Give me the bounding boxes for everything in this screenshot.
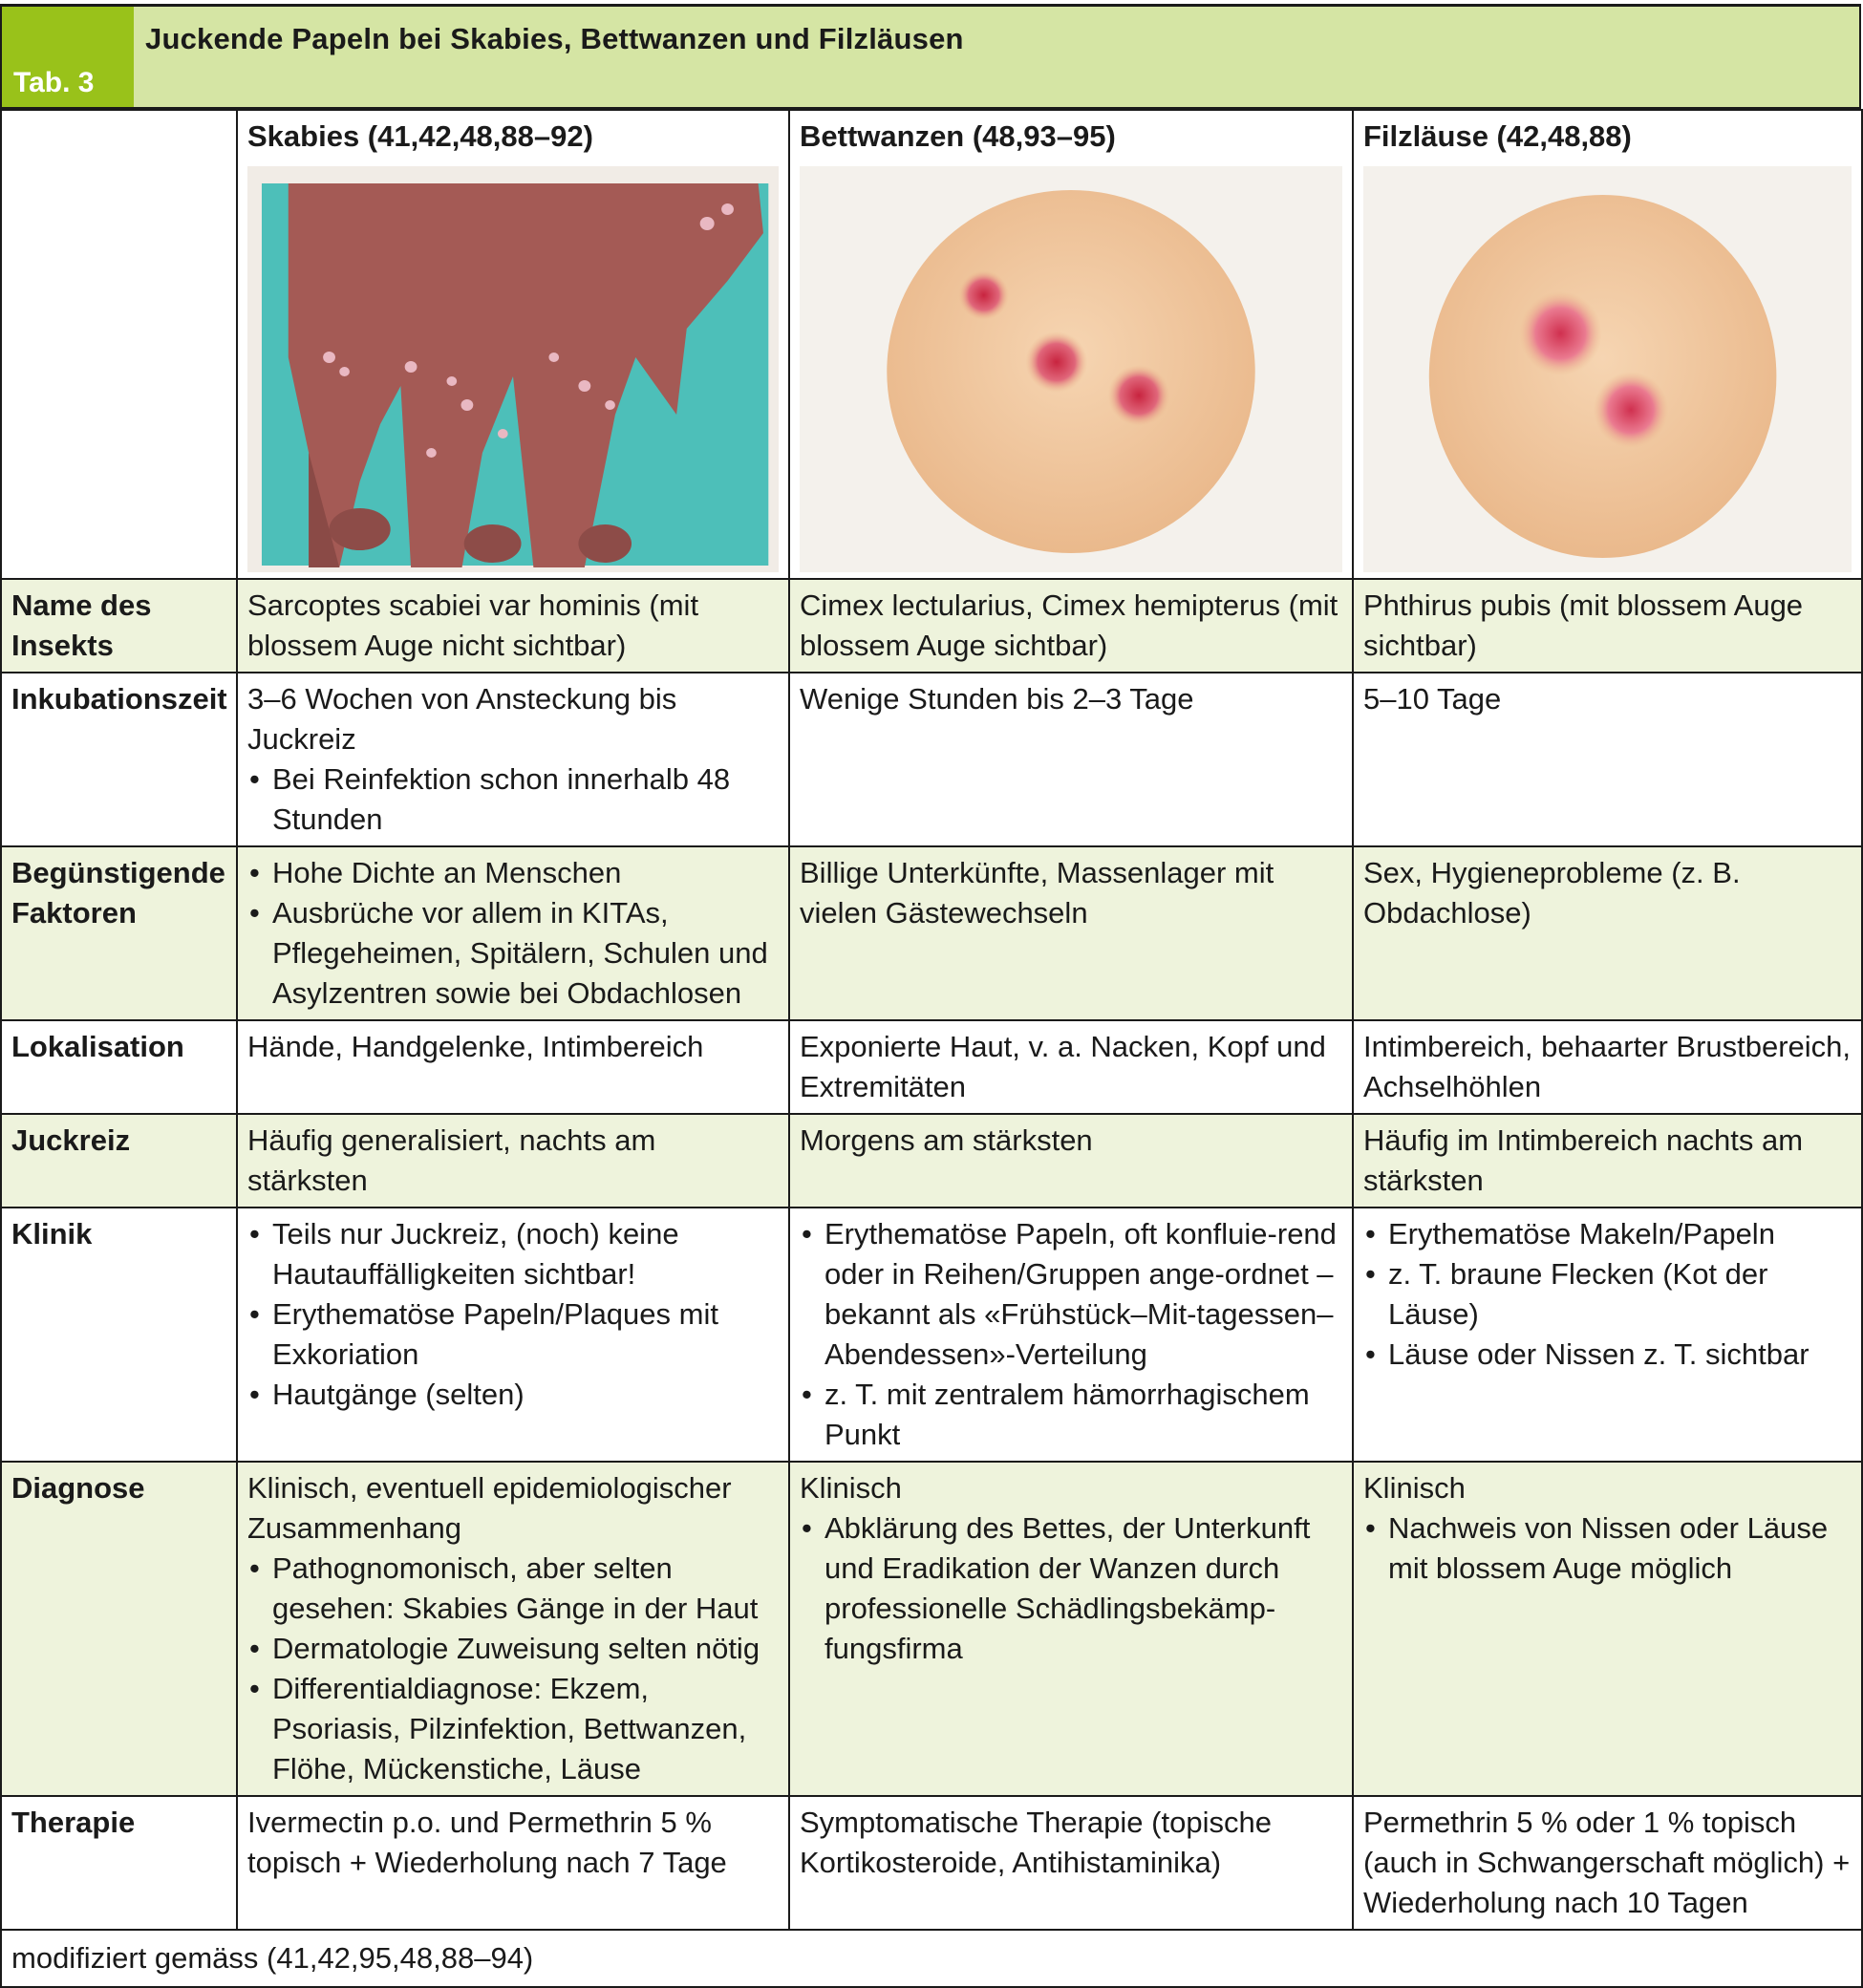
bullet-list (1363, 1508, 1852, 1589)
header-empty-cell (1, 110, 237, 579)
scabies-hand-illustration-icon (247, 166, 779, 572)
column-title: Bettwanzen (48,93–95) (800, 119, 1116, 153)
cell-text: Exponierte Haut, v. a. Nacken, Kopf und Extremitäten (800, 1030, 1326, 1103)
cell-bettwanzen (789, 1020, 1353, 1114)
row-label: Lokalisation (1, 1020, 237, 1114)
tab-number-label: Tab. 3 (2, 7, 134, 107)
table-row (1, 1208, 1862, 1462)
cell-filzlaeuse (1353, 1208, 1862, 1462)
cell-text: Permethrin 5 % oder 1 % topisch (auch in Schwangerschaft möglich) + Wiederholung nach 10 Tagen (1363, 1806, 1851, 1919)
table-row (1, 579, 1862, 673)
row-label: Therapie (1, 1796, 237, 1930)
bedbug-bites-illustration-icon (800, 166, 1342, 572)
cell-text: Sex, Hygieneprobleme (z. B. Obdachlose) (1363, 856, 1741, 930)
bullet-item: • z. T. braune Flecken (Kot der Läuse) (1363, 1254, 1852, 1335)
row-label: Begünstigende Faktoren (1, 846, 237, 1020)
bullet-list (800, 1508, 1342, 1669)
cell-text: Hände, Handgelenke, Intimbereich (247, 1030, 704, 1063)
cell-text: Wenige Stunden bis 2–3 Tage (800, 682, 1194, 716)
bullet-item: • Bei Reinfektion schon innerhalb 48 Stunden (247, 759, 779, 840)
table-body (1, 579, 1862, 1930)
bullet-list (247, 853, 779, 1014)
bullet-item: • Dermatologie Zuweisung selten nötig (247, 1629, 779, 1669)
cell-text: 3–6 Wochen von Ansteckung bis Juckreiz (247, 682, 677, 756)
bullet-item: • Differentialdiagnose: Ekzem, Psoriasis, Pilzinfektion, Bettwanzen, Flöhe, Mückenstiche, Läuse (247, 1669, 779, 1789)
cell-text: Häufig im Intimbereich nachts am stärksten (1363, 1123, 1804, 1197)
row-label: Name des Insekts (1, 579, 237, 673)
cell-text: Cimex lectularius, Cimex hemipterus (mit blossem Auge sichtbar) (800, 588, 1338, 662)
table-title-bar (0, 7, 1861, 109)
bullet-item: • z. T. mit zentralem hämorrhagischem Punkt (800, 1375, 1342, 1455)
cell-bettwanzen (789, 1796, 1353, 1930)
cell-text: Häufig generalisiert, nachts am stärksten (247, 1123, 656, 1197)
table-row (1, 1462, 1862, 1796)
table-title: Juckende Papeln bei Skabies, Bettwanzen und Filzläusen (134, 7, 1859, 107)
pubic-lice-bites-illustration-icon (1363, 166, 1852, 572)
cell-text: Morgens am stärksten (800, 1123, 1093, 1157)
table-row (1, 1020, 1862, 1114)
row-label: Juckreiz (1, 1114, 237, 1208)
cell-text: Intimbereich, behaarter Brustbereich, Achselhöhlen (1363, 1030, 1852, 1103)
header-cell-bettwanzen (789, 110, 1353, 579)
bullet-list (247, 1214, 779, 1415)
cell-skabies (237, 846, 789, 1020)
table-row (1, 846, 1862, 1020)
cell-text: Billige Unterkünfte, Massenlager mit vielen Gästewechseln (800, 856, 1274, 930)
comparison-table (0, 109, 1863, 1988)
cell-skabies (237, 1114, 789, 1208)
cell-filzlaeuse (1353, 1796, 1862, 1930)
cell-text: Symptomatische Therapie (topische Kortikosteroide, Antihistaminika) (800, 1806, 1272, 1879)
table-row (1, 1796, 1862, 1930)
bullet-item: • Ausbrüche vor allem in KITAs, Pflegeheimen, Spitälern, Schulen und Asylzentren sowie bei Obdachlosen (247, 893, 779, 1014)
cell-bettwanzen (789, 579, 1353, 673)
cell-skabies (237, 1020, 789, 1114)
cell-text: Klinisch (1363, 1471, 1466, 1505)
bullet-item: • Läuse oder Nissen z. T. sichtbar (1363, 1335, 1852, 1375)
cell-bettwanzen (789, 1462, 1353, 1796)
cell-filzlaeuse (1353, 846, 1862, 1020)
table-row (1, 673, 1862, 846)
bullet-item: • Erythematöse Papeln/Plaques mit Exkoriation (247, 1294, 779, 1375)
header-row (1, 110, 1862, 579)
cell-skabies (237, 673, 789, 846)
table-row (1, 1114, 1862, 1208)
bullet-item: • Erythematöse Makeln/Papeln (1363, 1214, 1852, 1254)
bullet-item: • Hohe Dichte an Menschen (247, 853, 779, 893)
bullet-item: • Teils nur Juckreiz, (noch) keine Hautauffälligkeiten sichtbar! (247, 1214, 779, 1294)
cell-bettwanzen (789, 1114, 1353, 1208)
cell-skabies (237, 1462, 789, 1796)
bullet-item: • Erythematöse Papeln, oft konfluie-rend oder in Reihen/Gruppen ange-ordnet – bekannt als «Frühstück–Mit-tagessen–Abendessen»-Verteilung (800, 1214, 1342, 1375)
cell-filzlaeuse (1353, 579, 1862, 673)
column-title: Filzläuse (42,48,88) (1363, 119, 1632, 153)
cell-bettwanzen (789, 673, 1353, 846)
row-label: Inkubationszeit (1, 673, 237, 846)
cell-filzlaeuse (1353, 1114, 1862, 1208)
bullet-list (800, 1214, 1342, 1455)
cell-text: 5–10 Tage (1363, 682, 1502, 716)
cell-bettwanzen (789, 846, 1353, 1020)
bullet-item: • Pathognomonisch, aber selten gesehen: Skabies Gänge in der Haut (247, 1549, 779, 1629)
row-label: Klinik (1, 1208, 237, 1462)
bullet-list (247, 1549, 779, 1789)
cell-skabies (237, 579, 789, 673)
cell-filzlaeuse (1353, 673, 1862, 846)
cell-filzlaeuse (1353, 1462, 1862, 1796)
cell-text: Klinisch (800, 1471, 902, 1505)
header-cell-skabies (237, 110, 789, 579)
header-cell-filzlaeuse (1353, 110, 1862, 579)
bullet-list (247, 759, 779, 840)
cell-text: Sarcoptes scabiei var hominis (mit blossem Auge nicht sichtbar) (247, 588, 699, 662)
cell-text: Ivermectin p.o. und Permethrin 5 % topisch + Wiederholung nach 7 Tage (247, 1806, 727, 1879)
column-title: Skabies (41,42,48,88–92) (247, 119, 593, 153)
cell-bettwanzen (789, 1208, 1353, 1462)
cell-filzlaeuse (1353, 1020, 1862, 1114)
bullet-list (1363, 1214, 1852, 1375)
cell-text: Klinisch, eventuell epidemiologischer Zusammenhang (247, 1471, 732, 1545)
cell-skabies (237, 1796, 789, 1930)
source-note: modifiziert gemäss (41,42,95,48,88–94) (1, 1930, 1862, 1987)
bullet-item: • Nachweis von Nissen oder Läuse mit blossem Auge möglich (1363, 1508, 1852, 1589)
cell-text: Phthirus pubis (mit blossem Auge sichtbar) (1363, 588, 1804, 662)
bullet-item: • Abklärung des Bettes, der Unterkunft und Eradikation der Wanzen durch professionelle Schädlingsbekämp-fungsfirma (800, 1508, 1342, 1669)
bullet-item: • Hautgänge (selten) (247, 1375, 779, 1415)
cell-skabies (237, 1208, 789, 1462)
row-label: Diagnose (1, 1462, 237, 1796)
footer-row (1, 1930, 1862, 1987)
table-sheet (0, 4, 1861, 1988)
